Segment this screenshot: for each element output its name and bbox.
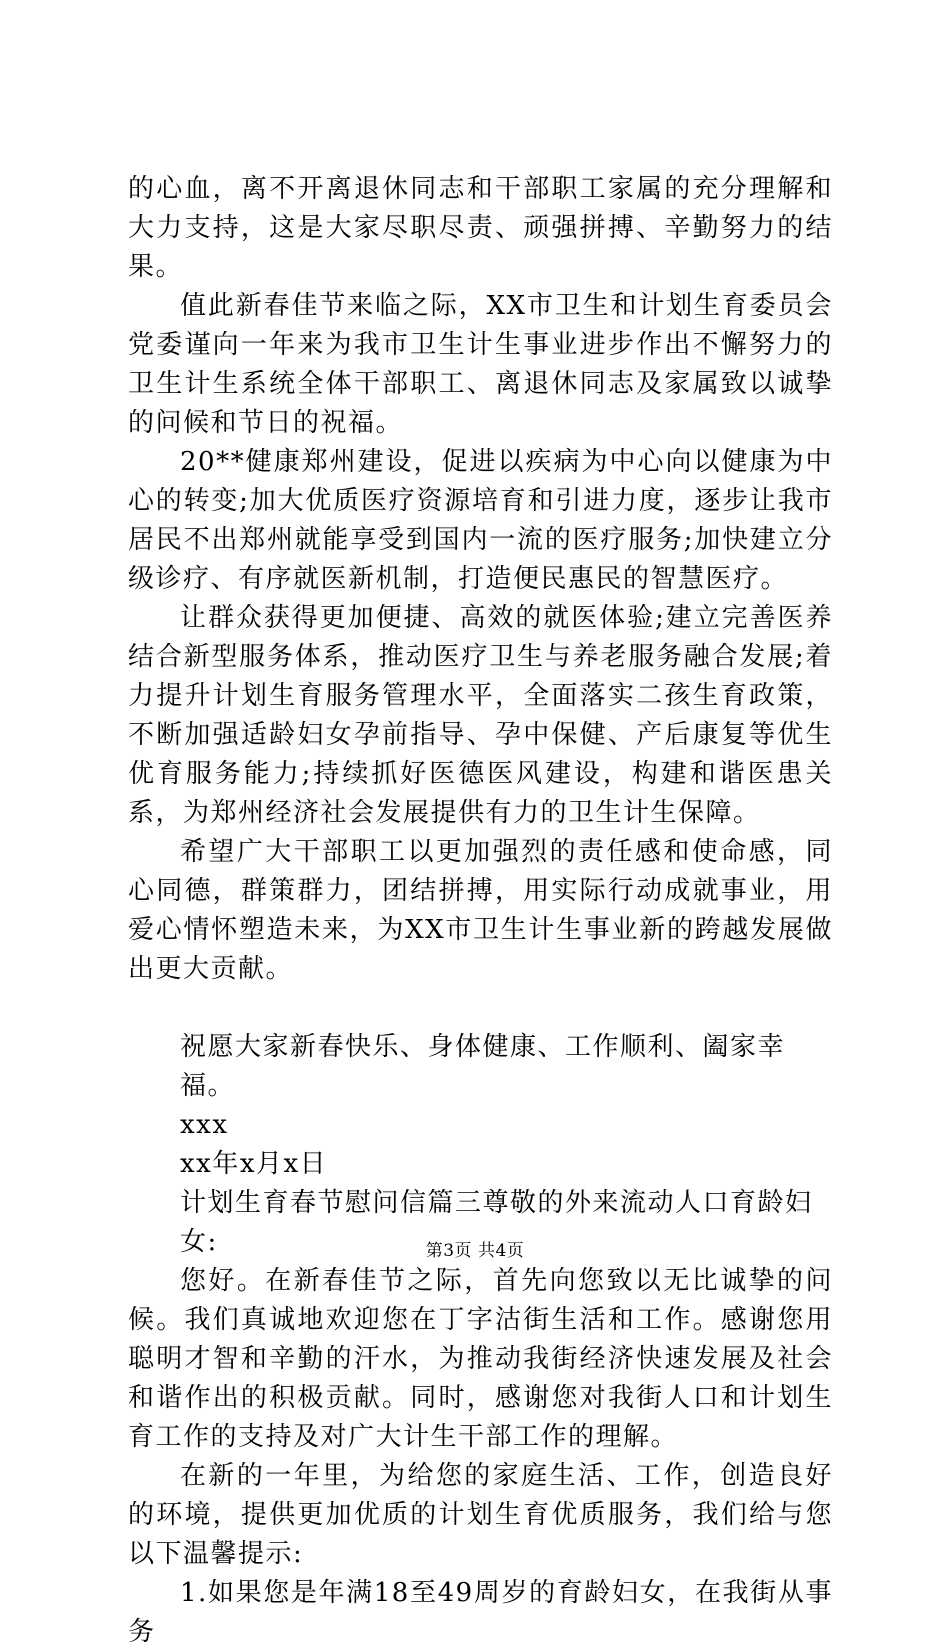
paragraph: 1.如果您是年满18至49周岁的育龄妇女，在我街从事务 [128, 1578, 833, 1647]
page-number-footer: 第3页 共4页 [425, 1241, 525, 1261]
document-body [128, 170, 833, 1652]
section-title: 计划生育春节慰问信篇三尊敬的外来流动人口育龄妇女: [180, 1188, 813, 1257]
paragraph: 的心血，离不开离退休同志和干部职工家属的充分理解和大力支持，这是大家尽职尽责、顽强拼搏、辛勤努力的结果。 [128, 174, 833, 282]
paragraph: 20**健康郑州建设，促进以疾病为中心向以健康为中心的转变;加大优质医疗资源培育和引进力度，逐步让我市居民不出郑州就能享受到国内一流的医疗服务;加快建立分级诊疗、有序就医新机制，打造便民惠民的智慧医疗。 [128, 447, 833, 594]
paragraph: 值此新春佳节来临之际，XX市卫生和计划生育委员会党委谨向一年来为我市卫生计生事业进步作出不懈努力的卫生计生系统全体干部职工、离退休同志及家属致以诚挚的问候和节日的祝福。 [128, 291, 833, 438]
paragraph: 您好。在新春佳节之际，首先向您致以无比诚挚的问候。我们真诚地欢迎您在丁字沽街生活和工作。感谢您用聪明才智和辛勤的汗水，为推动我街经济快速发展及社会和谐作出的积极贡献。同时，感谢您对我街人口和计划生育工作的支持及对广大计生干部工作的理解。 [128, 1266, 833, 1452]
paragraph: 在新的一年里，为给您的家庭生活、工作，创造良好的环境，提供更加优质的计划生育优质服务，我们给与您以下温馨提示: [128, 1461, 833, 1569]
blank-line [128, 989, 833, 1028]
closing-greeting: 祝愿大家新春快乐、身体健康、工作顺利、阖家幸福。 [180, 1032, 786, 1101]
paragraph: 让群众获得更加便捷、高效的就医体验;建立完善医养结合新型服务体系，推动医疗卫生与养老服务融合发展;着力提升计划生育服务管理水平，全面落实二孩生育政策，不断加强适龄妇女孕前指导、孕中保健、产后康复等优生优育服务能力;持续抓好医德医风建设，构建和谐医患关系，为郑州经济社会发展提供有力的卫生计生保障。 [128, 603, 833, 828]
paragraph: 希望广大干部职工以更加强烈的责任感和使命感，同心同德，群策群力，团结拼搏，用实际行动成就事业，用爱心情怀塑造未来，为XX市卫生计生事业新的跨越发展做出更大贡献。 [128, 837, 833, 984]
signature: xxx [180, 1110, 229, 1140]
letter-date: xx年x月x日 [180, 1149, 328, 1179]
